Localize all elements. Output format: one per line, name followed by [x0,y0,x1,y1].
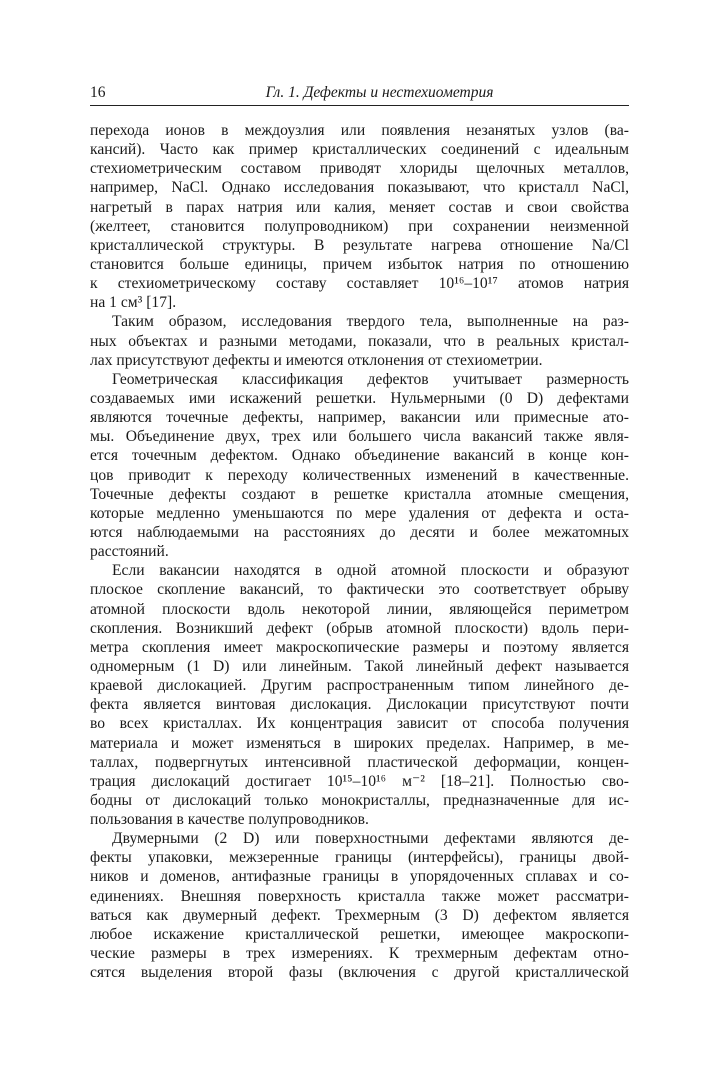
text-line: перехода ионов в междоузлия или появления незанятых узлов (ва- [90,122,629,139]
text-line: одномерным (1 D) или линейным. Такой линейный дефект называется [90,657,629,675]
paragraph [90,312,629,369]
text-line: которые медленно уменьшаются по мере удаления от дефекта и оста- [90,504,629,522]
text-line: краевой дислокацией. Другим распространенным типом линейного де- [90,677,629,695]
paragraph [90,829,629,982]
text-line: ников и доменов, антифазные границы в упорядоченных сплавах и со- [90,868,629,886]
header-rule [90,105,629,106]
text-line: на 1 см³ [17]. [90,294,177,312]
text-line: Двумерными (2 D) или поверхностными дефектами являются де- [112,830,629,848]
paragraph [90,370,629,561]
text-line: бодны от дислокаций только монокристаллы, предназначенные для ис- [90,791,629,809]
text-line: единениях. Внешняя поверхность кристалла также может рассматри- [90,887,629,905]
text-line: Если вакансии находятся в одной атомной плоскости и образуют [112,562,629,580]
text-line: фекты упаковки, межзеренные границы (интерфейсы), границы двой- [90,849,629,867]
text-line: являются точечные дефекты, например, вакансии или примесные ато- [90,409,629,427]
text-line: сятся выделения второй фазы (включения с другой кристаллической [90,964,629,982]
text-line: атомной плоскости вдоль некоторой линии, являющейся периметром [90,600,629,618]
page-number: 16 [90,84,106,101]
text-line: материала и может изменяться в широких пределах. Например, в ме- [90,734,629,752]
paragraph [90,121,629,312]
text-line: метра скопления имеет макроскопические размеры и поэтому является [90,638,629,656]
running-title: Гл. 1. Дефекты и нестехиометрия [265,84,494,101]
text-line: к стехиометрическому составу составляет 10¹⁶–10¹⁷ атомов натрия [90,275,629,293]
text-line: Точечные дефекты создают в решетке кристалла атомные смещения, [90,485,629,503]
body-text [90,121,629,982]
text-line: мы. Объединение двух, трех или большего числа вакансий также явля- [90,428,629,446]
text-line: создаваемых ими искажений решетки. Нульмерными (0 D) дефектами [90,389,629,407]
text-line: ных объектах и разными методами, показали, что в реальных кристал- [90,332,629,350]
text-line: стехиометрическим составом приводят хлориды щелочных металлов, [90,160,629,178]
text-line: расстояний. [90,543,169,561]
text-line: цов приводит к переходу количественных изменений в качественные. [90,466,629,484]
text-line: скопления. Возникший дефект (обрыв атомной плоскости) вдоль пери- [90,619,629,637]
text-line: плоское скопление вакансий, то фактически это соответствует обрыву [90,581,629,599]
book-page [90,84,629,982]
text-line: кристаллической структуры. В результате нагрева отношение Na/Cl [90,236,629,254]
text-line: ческие размеры в трех измерениях. К трехмерным дефектам отно- [90,945,629,963]
text-line: Геометрическая классификация дефектов учитывает размерность [112,370,629,388]
text-line: (желтеет, становится полупроводником) при сохранении неизменной [90,217,629,235]
text-line: таллах, подвергнутых интенсивной пластической деформации, концен- [90,753,629,771]
page-header [90,84,629,104]
text-line: Таким образом, исследования твердого тела, выполненные на раз- [112,313,629,331]
paragraph [90,561,629,829]
text-line: ется точечным дефектом. Однако объединение вакансий в конце кон- [90,447,629,465]
text-line: нагретый в парах натрия или калия, меняет состав и свои свойства [90,198,629,216]
text-line: любое искажение кристаллической решетки, имеющее макроскопи- [90,925,629,943]
text-line: во всех кристаллах. Их концентрация зависит от способа получения [90,715,629,733]
text-line: становится больше единицы, причем избыток натрия по отношению [90,255,629,273]
text-line: пользования в качестве полупроводников. [90,811,369,829]
text-line: лах присутствуют дефекты и имеются отклонения от стехиометрии. [90,351,543,369]
text-line: трация дислокаций достигает 10¹⁵–10¹⁶ м⁻² [18–21]. Полностью сво- [90,772,629,790]
text-line: ваться как двумерный дефект. Трехмерным (3 D) дефектом является [90,906,629,924]
text-line: ются наблюдаемыми на расстояниях до десяти и более межатомных [90,523,629,541]
text-line: например, NaCl. Однако исследования показывают, что кристалл NaCl, [90,179,629,197]
text-line: кансий). Часто как пример кристаллических соединений с идеальным [90,141,629,159]
text-line: фекта является винтовая дислокация. Дислокации присутствуют почти [90,696,629,714]
